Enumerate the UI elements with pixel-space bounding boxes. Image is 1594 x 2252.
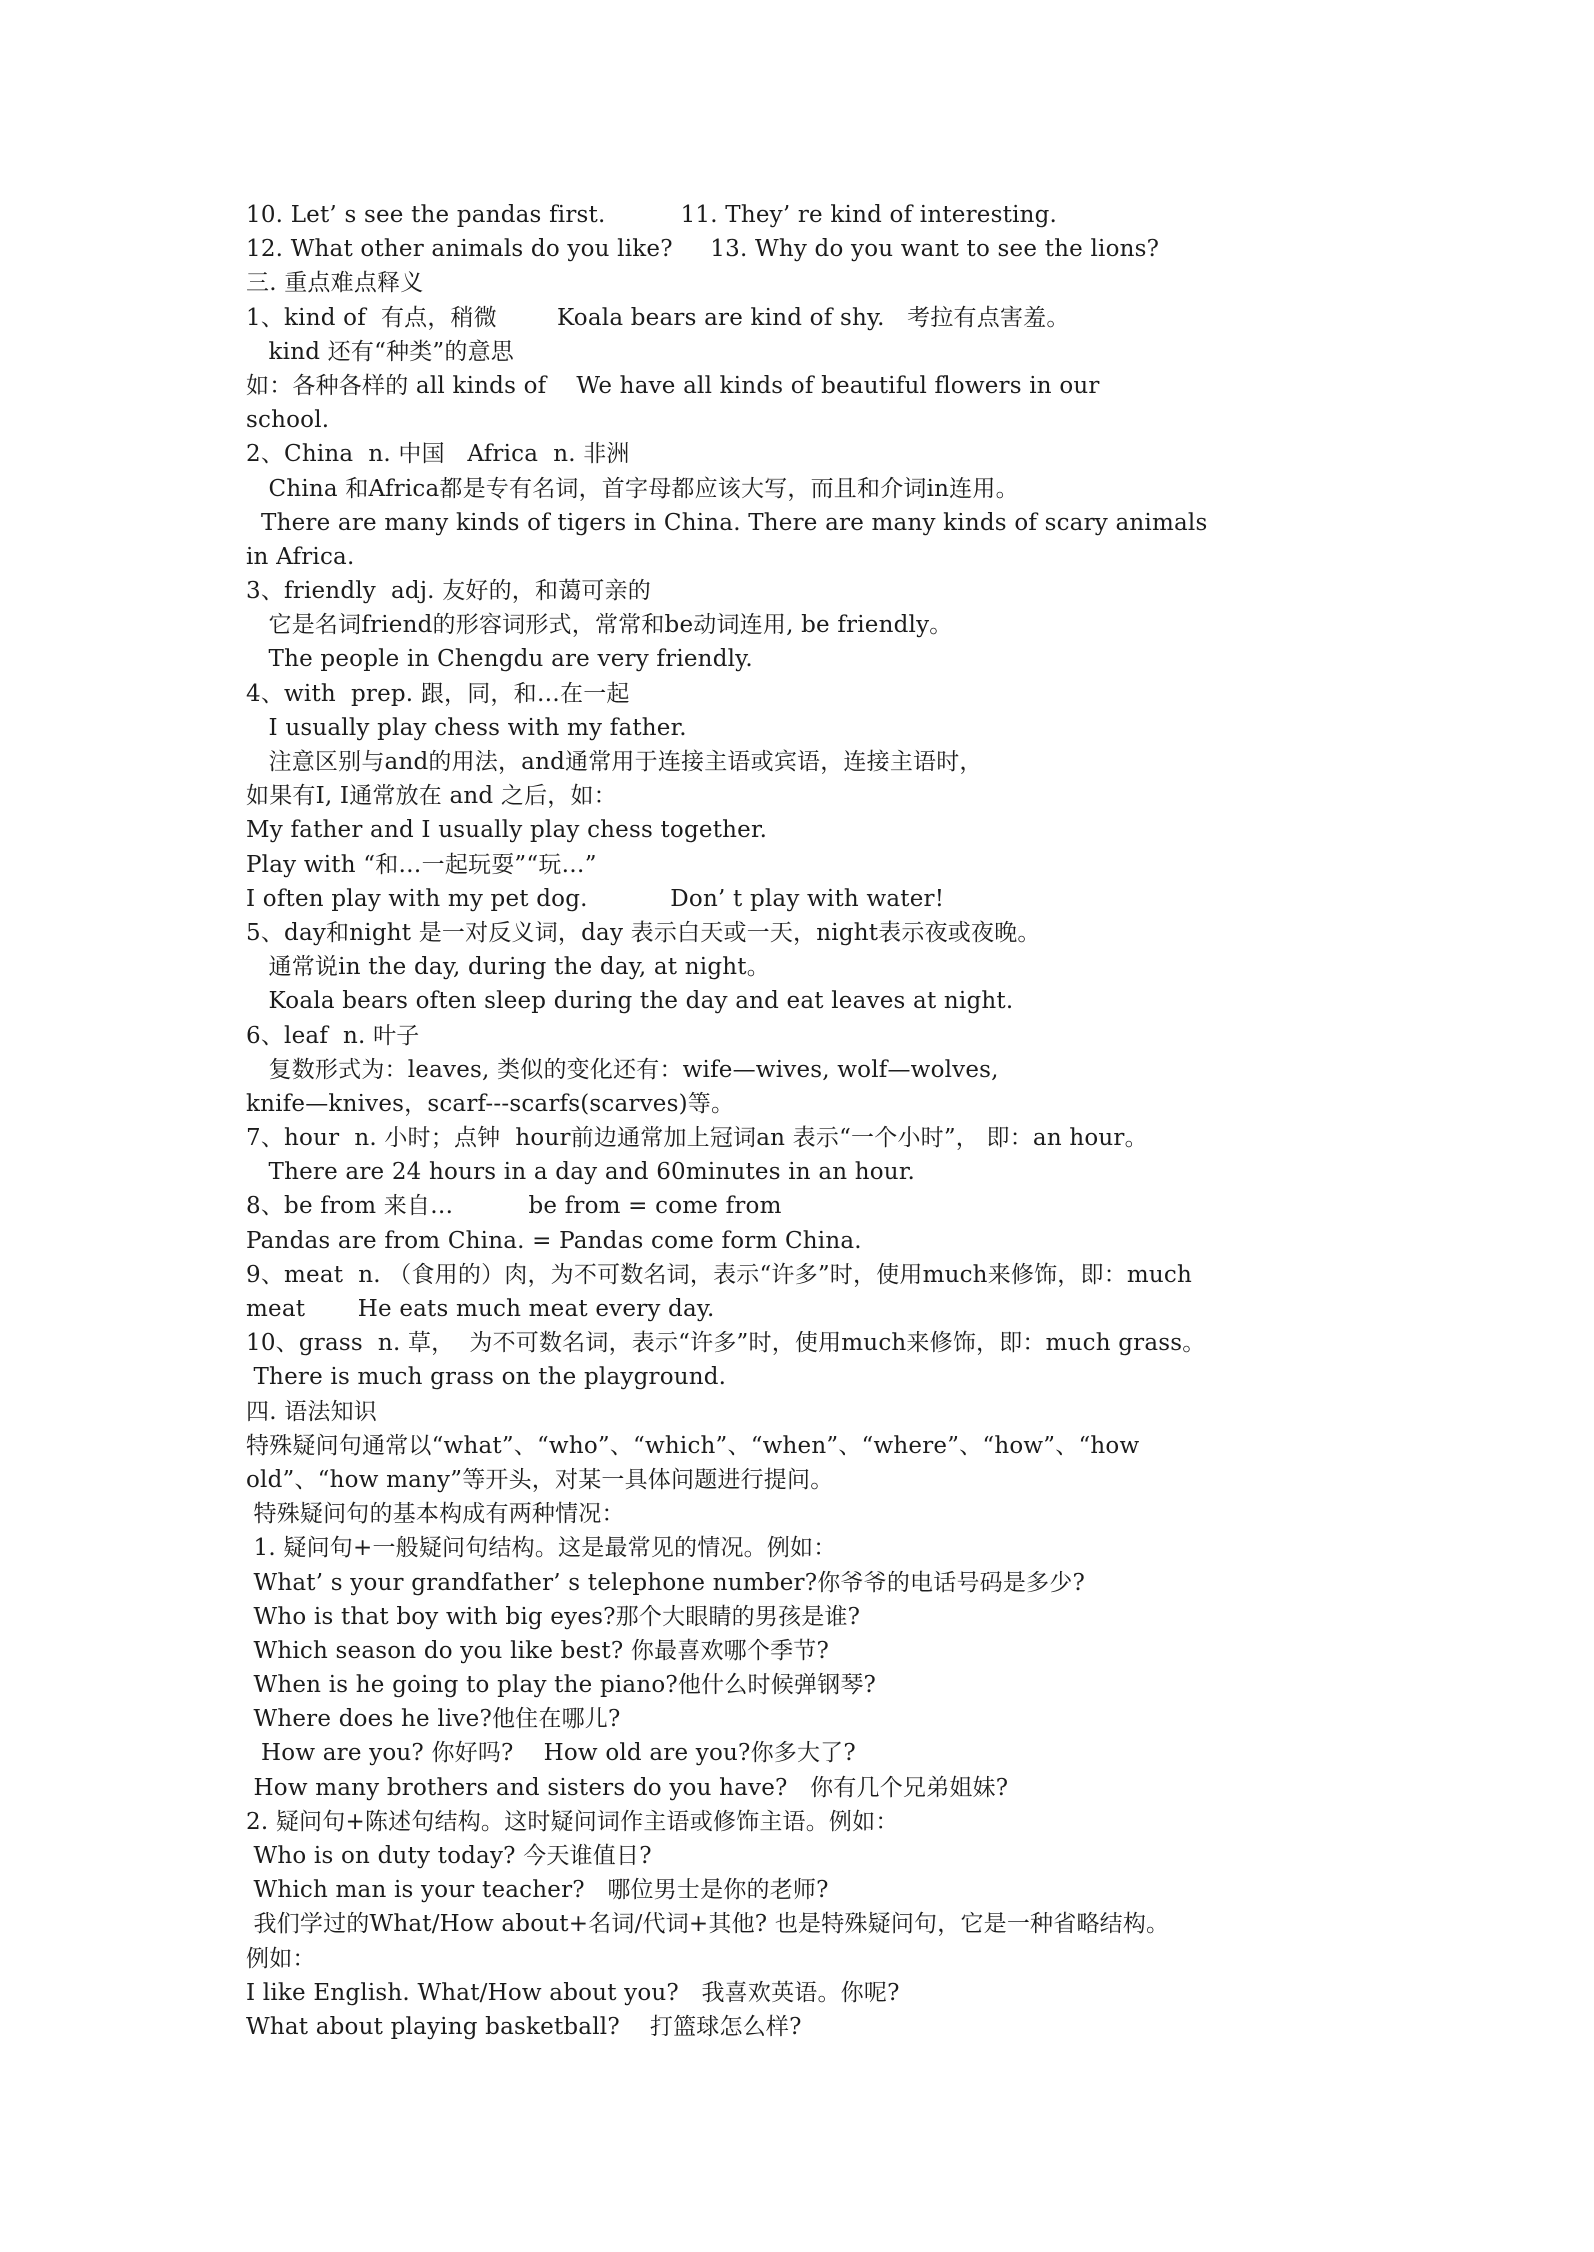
text-line: There is much grass on the playground. (246, 1364, 727, 1391)
text-line: 5、day和night 是一对反义词，day 表示白天或一天，night表示夜或夜晚。 (246, 919, 1041, 946)
text-line: 我们学过的What/How about+名词/代词+其他? 也是特殊疑问句，它是一种省略结构。 (246, 1911, 1170, 1938)
text-line: 如：各种各样的 all kinds of We have all kinds of beautiful flowers in our (246, 372, 1100, 399)
text-line: 四. 语法知识 (246, 1398, 378, 1425)
text-line: 2、China n. 中国 Africa n. 非洲 (246, 441, 630, 468)
text-line: What about playing basketball? 打篮球怎么样? (246, 2013, 802, 2040)
text-line: Who is that boy with big eyes?那个大眼睛的男孩是谁? (246, 1603, 861, 1630)
text-line: 10. Let’ s see the pandas first. 11. They’ re kind of interesting. (246, 202, 1058, 228)
text-line: My father and I usually play chess together. (246, 817, 768, 844)
text-line: China 和Africa都是专有名词，首字母都应该大写，而且和介词in连用。 (246, 475, 1019, 502)
text-line: How many brothers and sisters do you have? 你有几个兄弟姐妹? (246, 1774, 1009, 1801)
text-line: 2. 疑问句+陈述句结构。这时疑问词作主语或修饰主语。例如： (246, 1808, 899, 1835)
text-line: Where does he live?他住在哪儿? (246, 1706, 621, 1733)
text-line: There are 24 hours in a day and 60minutes in an hour. (246, 1159, 916, 1186)
text-line: school. (246, 407, 330, 434)
text-line: How are you? 你好吗? How old are you?你多大了? (246, 1740, 856, 1767)
text-line: Who is on duty today? 今天谁值日? (246, 1843, 652, 1869)
text-line: 复数形式为：leaves, 类似的变化还有：wife—wives, wolf—wolves, (246, 1056, 999, 1083)
text-line: 4、with prep. 跟，同，和…在一起 (246, 680, 630, 707)
text-line: 1、kind of 有点，稍微 Koala bears are kind of shy. 考拉有点害羞。 (246, 304, 1070, 331)
text-line: 特殊疑问句的基本构成有两种情况： (246, 1501, 625, 1528)
text-line: Play with “和…一起玩耍”“玩…” (246, 851, 597, 878)
text-line: 特殊疑问句通常以“what”、“who”、“which”、“when”、“where”、“how”、“how (246, 1432, 1140, 1459)
text-line: I like English. What/How about you? 我喜欢英语。你呢? (246, 1979, 900, 2006)
text-line: Which season do you like best? 你最喜欢哪个季节? (246, 1637, 829, 1664)
text-line: 三. 重点难点释义 (246, 270, 424, 297)
text-line: There are many kinds of tigers in China. There are many kinds of scary animals (246, 509, 1208, 536)
text-line: 1. 疑问句+一般疑问句结构。这是最常见的情况。例如： (246, 1535, 837, 1562)
text-line: Which man is your teacher? 哪位男士是你的老师? (246, 1877, 829, 1904)
text-line: 注意区别与and的用法，and通常用于连接主语或宾语，连接主语时， (246, 749, 983, 775)
text-line: Koala bears often sleep during the day and eat leaves at night. (246, 988, 1014, 1015)
text-line: old”、“how many”等开头，对某一具体问题进行提问。 (246, 1466, 834, 1493)
text-line: meat He eats much meat every day. (246, 1296, 715, 1322)
text-line: knife—knives，scarf---scarfs(scarves)等。 (246, 1090, 735, 1117)
text-line: 通常说in the day, during the day, at night。 (246, 954, 770, 981)
text-line: 它是名词friend的形容词形式，常常和be动词连用, be friendly。 (246, 612, 953, 639)
text-line: What’ s your grandfather’ s telephone number?你爷爷的电话号码是多少? (246, 1569, 1085, 1596)
text-line: 9、meat n. （食用的）肉，为不可数名词，表示“许多”时，使用much来修饰，即：much (246, 1261, 1193, 1288)
text-line: I often play with my pet dog. Don’ t play with water! (246, 885, 945, 912)
text-line: Pandas are from China. = Pandas come form China. (246, 1227, 862, 1254)
text-line: 7、hour n. 小时；点钟 hour前边通常加上冠词an 表示“一个小时”， 即：an hour。 (246, 1125, 1148, 1152)
text-line: 3、friendly adj. 友好的，和蔼可亲的 (246, 578, 652, 605)
text-line: kind 还有“种类”的意思 (246, 338, 514, 365)
text-line: I usually play chess with my father. (246, 714, 687, 741)
text-line: When is he going to play the piano?他什么时候弹钢琴? (246, 1672, 877, 1699)
text-line: in Africa. (246, 543, 355, 570)
text-line: 8、be from 来自… be from = come from (246, 1193, 782, 1220)
document-body (246, 198, 1356, 2044)
text-line: 6、leaf n. 叶子 (246, 1022, 420, 1049)
text-line: The people in Chengdu are very friendly. (246, 646, 753, 673)
text-line: 10、grass n. 草， 为不可数名词，表示“许多”时，使用much来修饰，即：much grass。 (246, 1330, 1206, 1357)
text-line: 例如： (246, 1945, 316, 1972)
text-line: 如果有I, I通常放在 and 之后，如： (246, 783, 617, 810)
text-line: 12. What other animals do you like? 13. Why do you want to see the lions? (246, 236, 1160, 263)
